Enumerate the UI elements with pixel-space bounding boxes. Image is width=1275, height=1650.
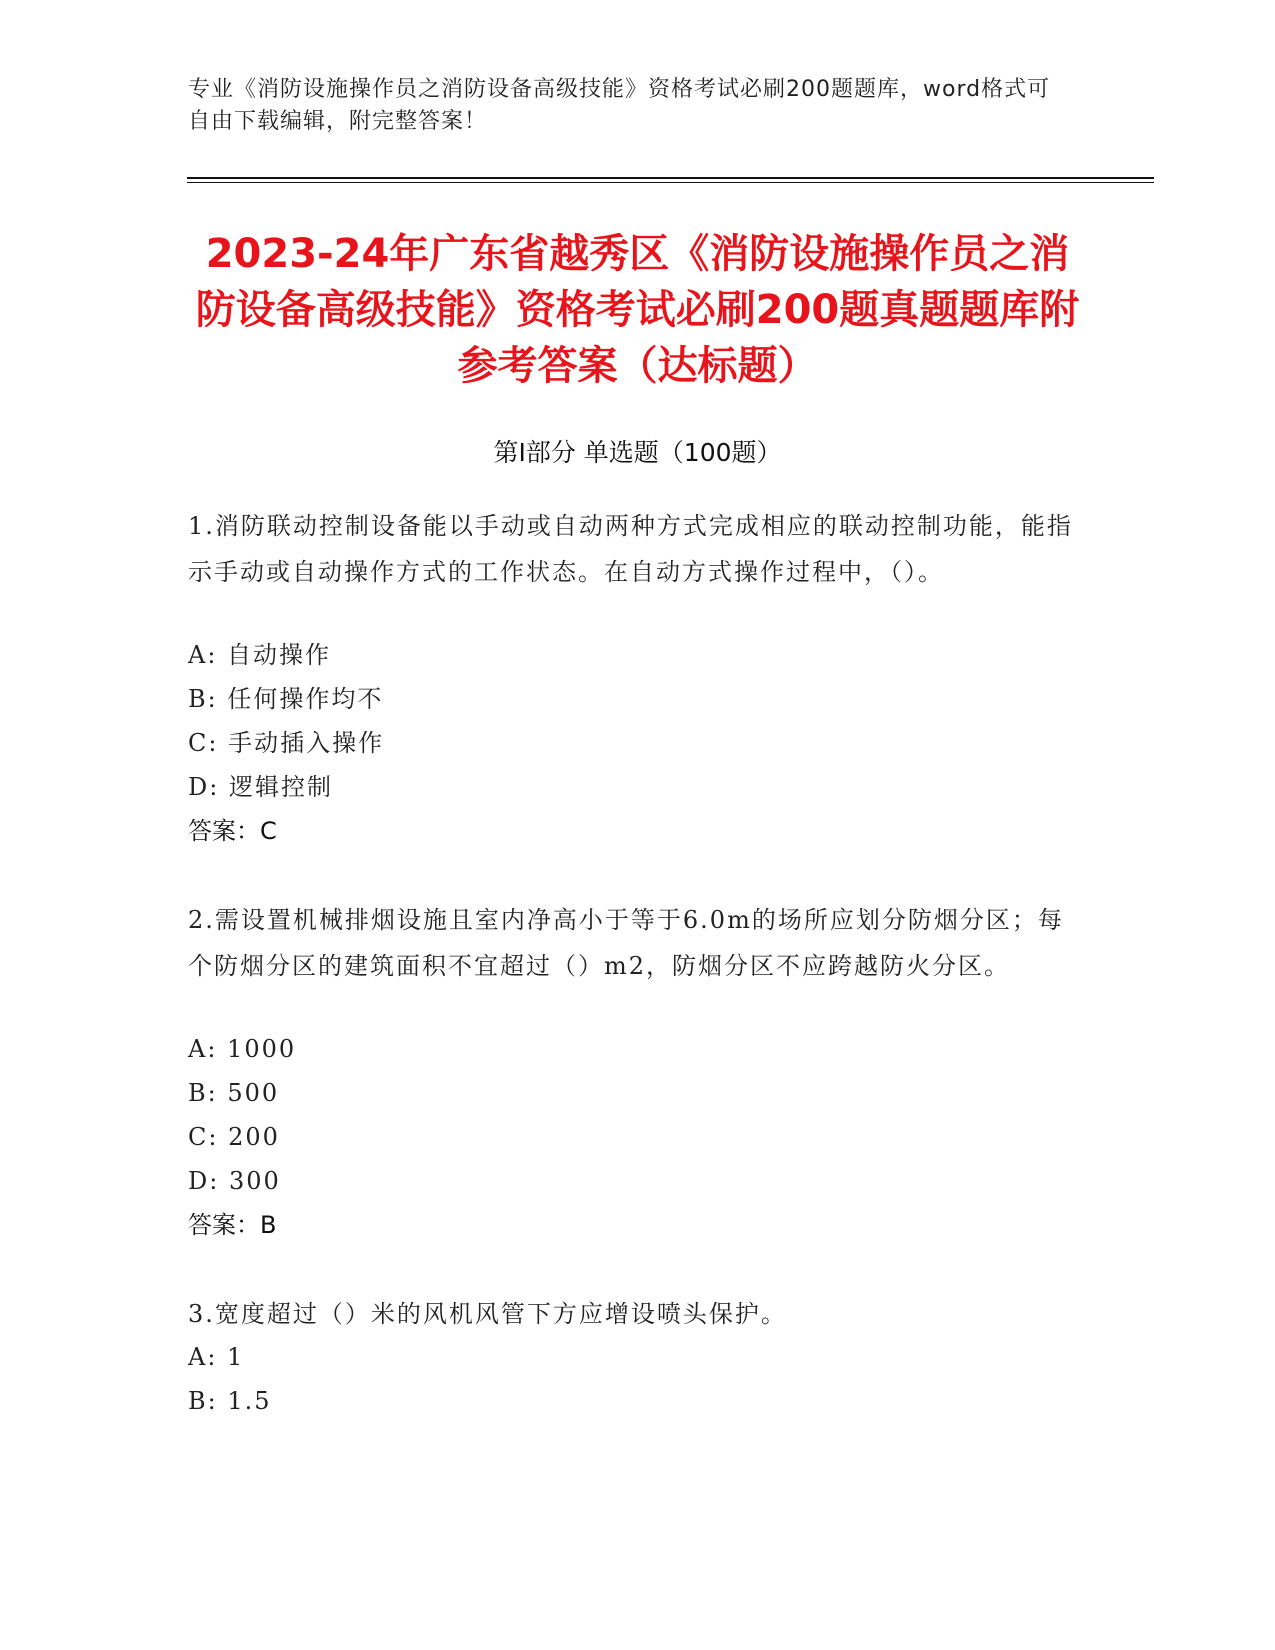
header-note: 专业《消防设施操作员之消防设备高级技能》资格考试必刷200题题库，word格式可自由下载编辑，附完整答案！ bbox=[188, 77, 1051, 134]
question-1-text: 1.消防联动控制设备能以手动或自动两种方式完成相应的联动控制功能，能指示手动或自动操作方式的工作状态。在自动方式操作过程中，（）。 bbox=[188, 512, 1073, 586]
question-2-answer: 答案：B bbox=[188, 1211, 277, 1239]
question-2-option-c: C: 200 bbox=[188, 1123, 280, 1151]
header-divider-thick bbox=[187, 177, 1154, 179]
question-1-option-a: A: 自动操作 bbox=[188, 641, 332, 669]
question-1-option-d: D: 逻辑控制 bbox=[188, 773, 333, 801]
question-3-text: 3.宽度超过（）米的风机风管下方应增设喷头保护。 bbox=[188, 1300, 787, 1328]
question-1-option-c: C: 手动插入操作 bbox=[188, 729, 385, 757]
header-divider-thin bbox=[187, 182, 1154, 183]
question-3-option-b: B: 1.5 bbox=[188, 1387, 272, 1415]
question-2-option-a: A: 1000 bbox=[188, 1035, 297, 1063]
question-1-option-b: B: 任何操作均不 bbox=[188, 685, 384, 713]
question-3-option-a: A: 1 bbox=[188, 1343, 245, 1371]
question-2-option-b: B: 500 bbox=[188, 1079, 280, 1107]
question-1-answer: 答案：C bbox=[188, 817, 277, 845]
document-title: 2023-24年广东省越秀区《消防设施操作员之消防设备高级技能》资格考试必刷200题真题题库附参考答案（达标题） bbox=[195, 231, 1080, 389]
section-title: 第Ⅰ部分 单选题（100题） bbox=[493, 438, 782, 467]
question-2-option-d: D: 300 bbox=[188, 1167, 281, 1195]
question-2-text: 2.需设置机械排烟设施且室内净高小于等于6.0m的场所应划分防烟分区；每个防烟分区的建筑面积不宜超过（）m2，防烟分区不应跨越防火分区。 bbox=[188, 906, 1064, 980]
